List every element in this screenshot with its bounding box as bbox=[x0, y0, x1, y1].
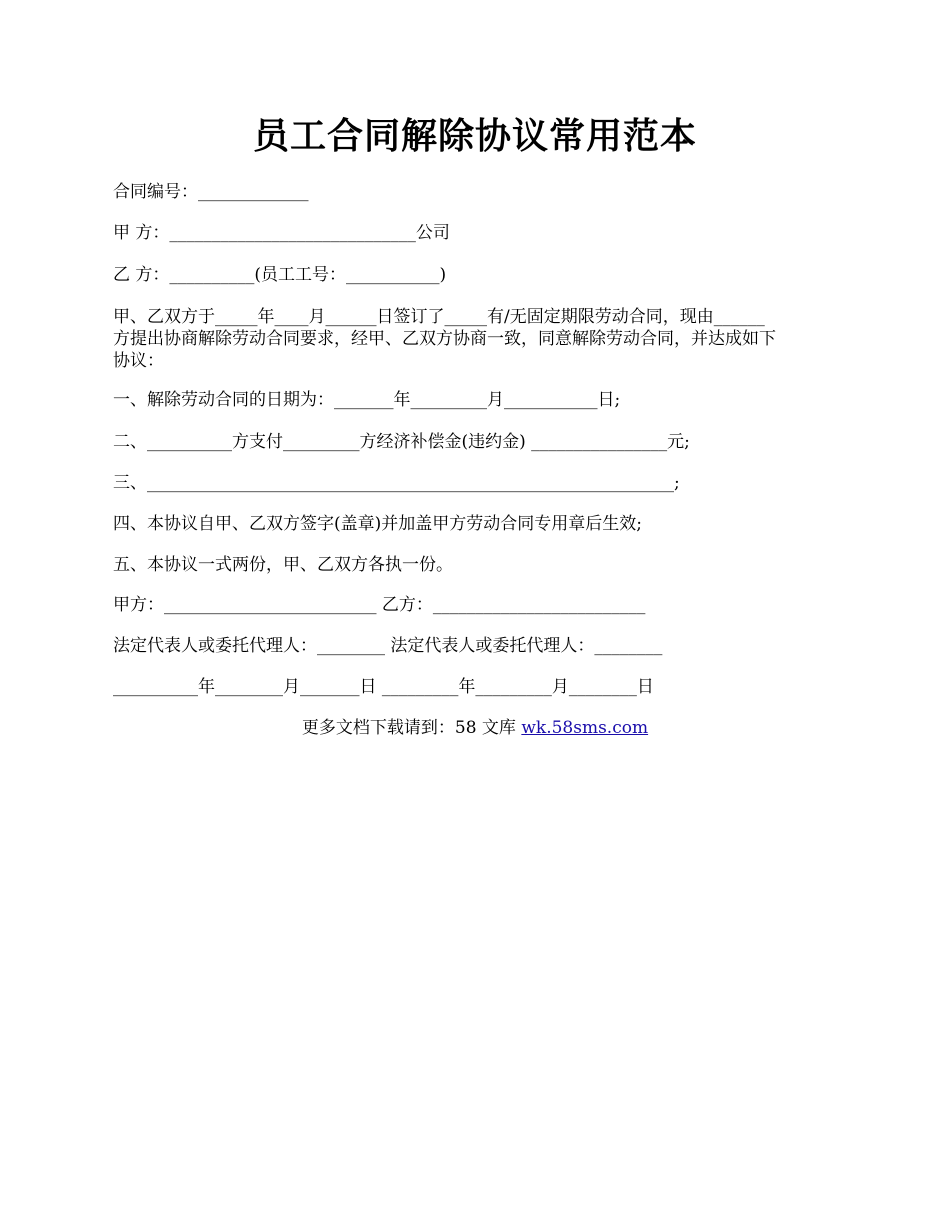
intro-line-1: 甲、乙双方于_____年____月______日签订了_____有/无固定期限劳动合同，现由______ bbox=[113, 307, 765, 327]
footer-text: 更多文档下载请到：58 文库 bbox=[301, 718, 522, 738]
clause-2: 二、__________方支付_________方经济补偿金(违约金) ________________元; bbox=[113, 432, 690, 452]
footer-link[interactable]: wk.58sms.com bbox=[521, 718, 649, 738]
contract-number-field: 合同编号：_____________ bbox=[113, 182, 309, 202]
intro-line-2: 方提出协商解除劳动合同要求，经甲、乙双方协商一致，同意解除劳动合同，并达成如下 bbox=[113, 329, 776, 349]
signature-parties-line: 甲方：_________________________ 乙方：_________________________ bbox=[113, 595, 646, 615]
party-a-field: 甲 方：_____________________________公司 bbox=[113, 223, 450, 243]
clause-3: 三、______________________________________________________________; bbox=[113, 473, 680, 493]
intro-paragraph bbox=[113, 306, 838, 372]
clause-1: 一、解除劳动合同的日期为：_______年_________月___________日; bbox=[113, 390, 621, 410]
clause-5: 五、本协议一式两份，甲、乙双方各执一份。 bbox=[113, 555, 453, 575]
intro-line-3: 协议： bbox=[113, 351, 164, 371]
clause-4: 四、本协议自甲、乙双方签字(盖章)并加盖甲方劳动合同专用章后生效; bbox=[113, 514, 642, 534]
document-title: 员工合同解除协议常用范本 bbox=[252, 115, 697, 157]
signature-representatives-line: 法定代表人或委托代理人：________ 法定代表人或委托代理人：________ bbox=[113, 636, 663, 656]
signature-dates-line: __________年________月_______日 _________年_________月________日 bbox=[113, 677, 654, 697]
party-b-field: 乙 方：__________(员工工号：___________) bbox=[113, 265, 447, 285]
footer-note bbox=[0, 717, 950, 739]
